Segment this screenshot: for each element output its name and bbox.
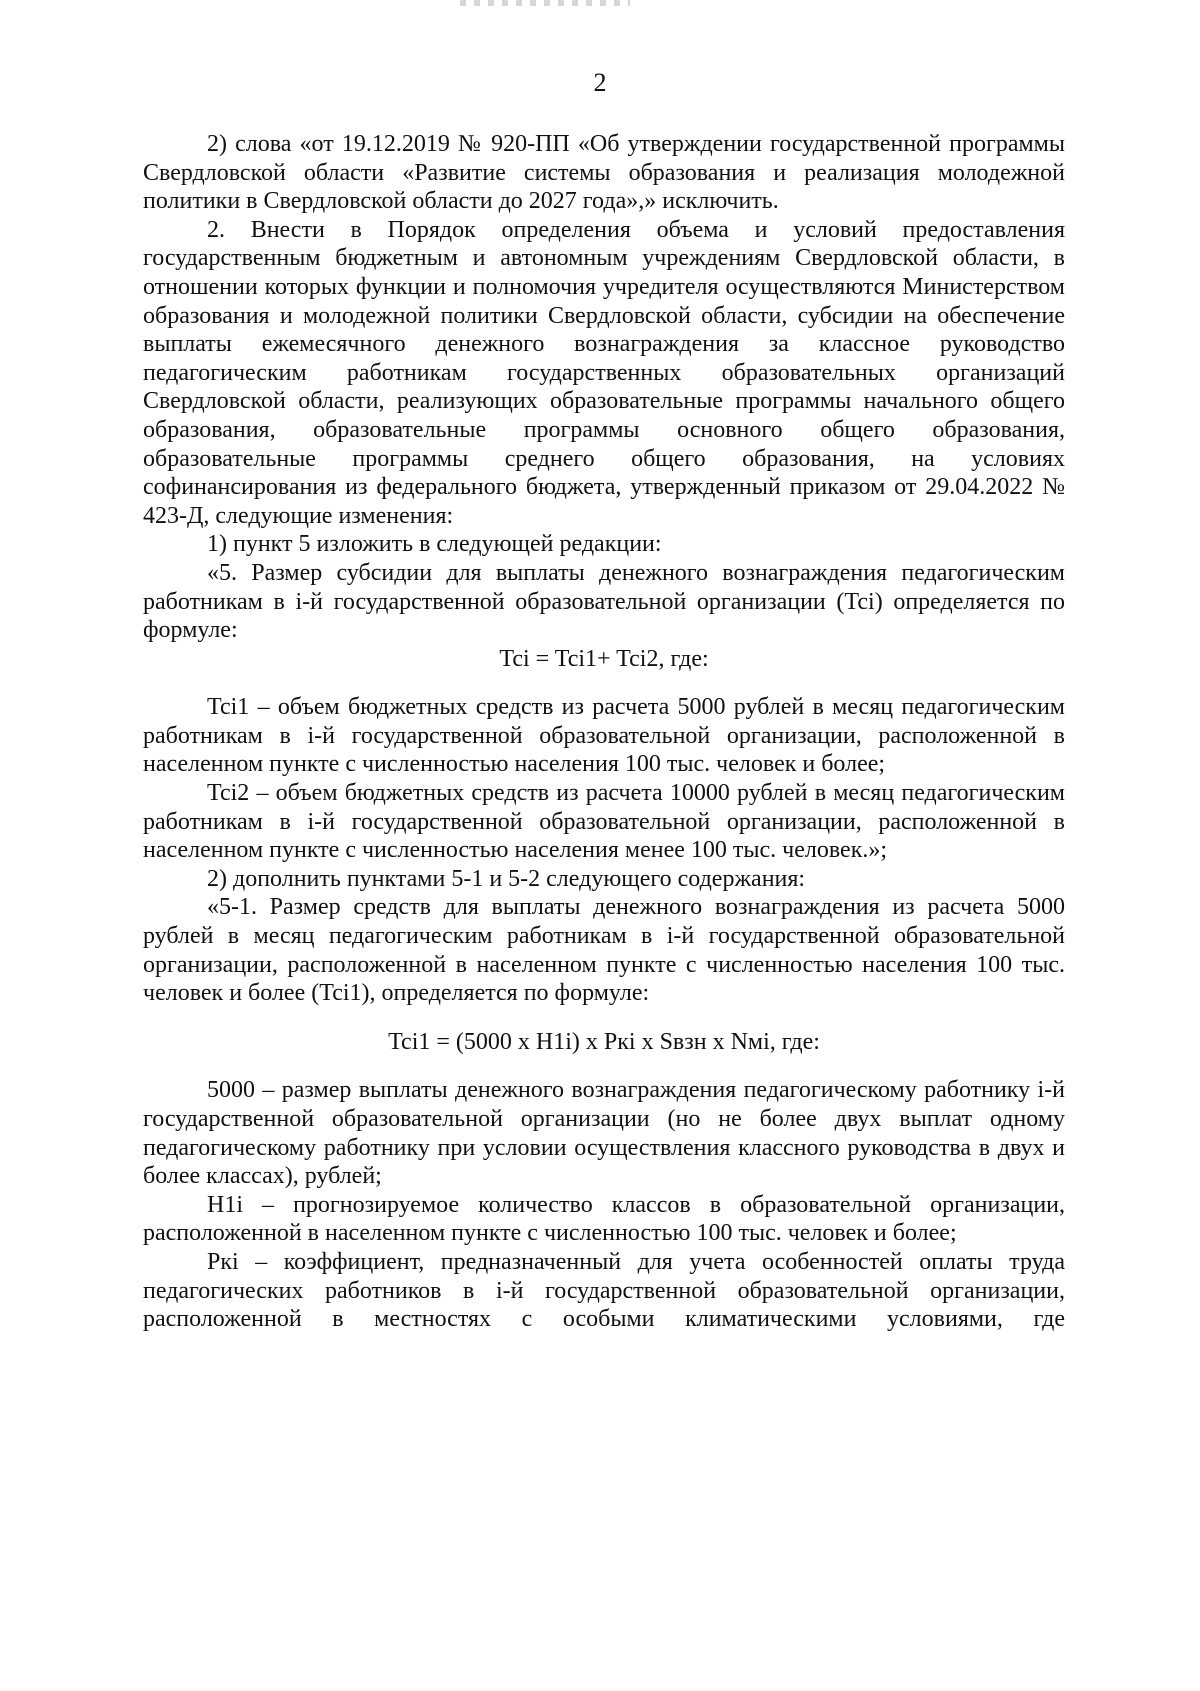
paragraph-5000-definition: 5000 – размер выплаты денежного вознаграждения педагогическому работнику i-й государственной образовательной организации (но не более двух выплат одному педагогическому работнику при условии осуществления классного руководства в двух и более классах), рублей; (143, 1077, 1065, 1190)
paragraph-item-1: 1) пункт 5 изложить в следующей редакции: (207, 531, 662, 558)
paragraph-item-2: 2) дополнить пунктами 5-1 и 5-2 следующего содержания: (207, 865, 806, 892)
paragraph-h1i-definition: H1i – прогнозируемое количество классов в образовательной организации, расположенной в населенном пункте с численностью 100 тыс. человек и более; (143, 1191, 1065, 1247)
formula-tci1: Tci1 = (5000 x H1i) x Pкi x Sвзн x Nмi, где: (388, 1028, 820, 1055)
paragraph-tci2-definition: Tci2 – объем бюджетных средств из расчета 10000 рублей в месяц педагогическим работникам в i-й государственной образовательной организации, расположенной в населенном пункте с численностью населения менее 100 тыс. человек.»; (143, 780, 1065, 864)
paragraph-tci1-definition: Tci1 – объем бюджетных средств из расчета 5000 рублей в месяц педагогическим работникам в i-й государственной образовательной организации, расположенной в населенном пункте с численностью населения 100 тыс. человек и более; (143, 694, 1065, 778)
paragraph-point-5-1: «5-1. Размер средств для выплаты денежного вознаграждения из расчета 5000 рублей в месяц педагогическим работникам в i-й государственной образовательной организации, расположенной в населенном пункте с численностью населения 100 тыс. человек и более (Tci1), определяется по формуле: (143, 894, 1065, 1007)
scan-artifact (460, 0, 630, 6)
paragraph-amend-procedure: 2. Внести в Порядок определения объема и условий предоставления государственным бюджетным и автономным учреждениям Свердловской области, в отношении которых функции и полномочия учредителя осуществляются Министерством образования и молодежной политики Свердловской области, субсидии на обеспечение выплаты ежемесячного денежного вознаграждения за классное руководство педагогическим работникам государственных образовательных организаций Свердловской области, реализующих образовательные программы начального общего образования, образовательные программы основного общего образования, образовательные программы среднего общего образования, на условиях софинансирования из федерального бюджета, утвержденный приказом от 29.04.2022 № 423-Д, следующие изменения: (143, 216, 1065, 529)
page-number: 2 (593, 68, 607, 97)
paragraph-exclude-words: 2) слова «от 19.12.2019 № 920-ПП «Об утверждении государственной программы Свердловской области «Развитие системы образования и реализация молодежной политики в Свердловской области до 2027 года»,» исключить. (143, 131, 1065, 215)
paragraph-pki-definition: Pкi – коэффициент, предназначенный для учета особенностей оплаты труда педагогических работников в i-й государственной образовательной организации, расположенной в местностях с особыми климатическими условиями, где (143, 1248, 1065, 1333)
formula-tci: Tci = Tci1+ Tci2, где: (499, 645, 709, 672)
paragraph-point-5: «5. Размер субсидии для выплаты денежного вознаграждения педагогическим работникам в i-й государственной образовательной организации (Tci) определяется по формуле: (143, 559, 1065, 644)
document-body (143, 130, 1065, 1334)
